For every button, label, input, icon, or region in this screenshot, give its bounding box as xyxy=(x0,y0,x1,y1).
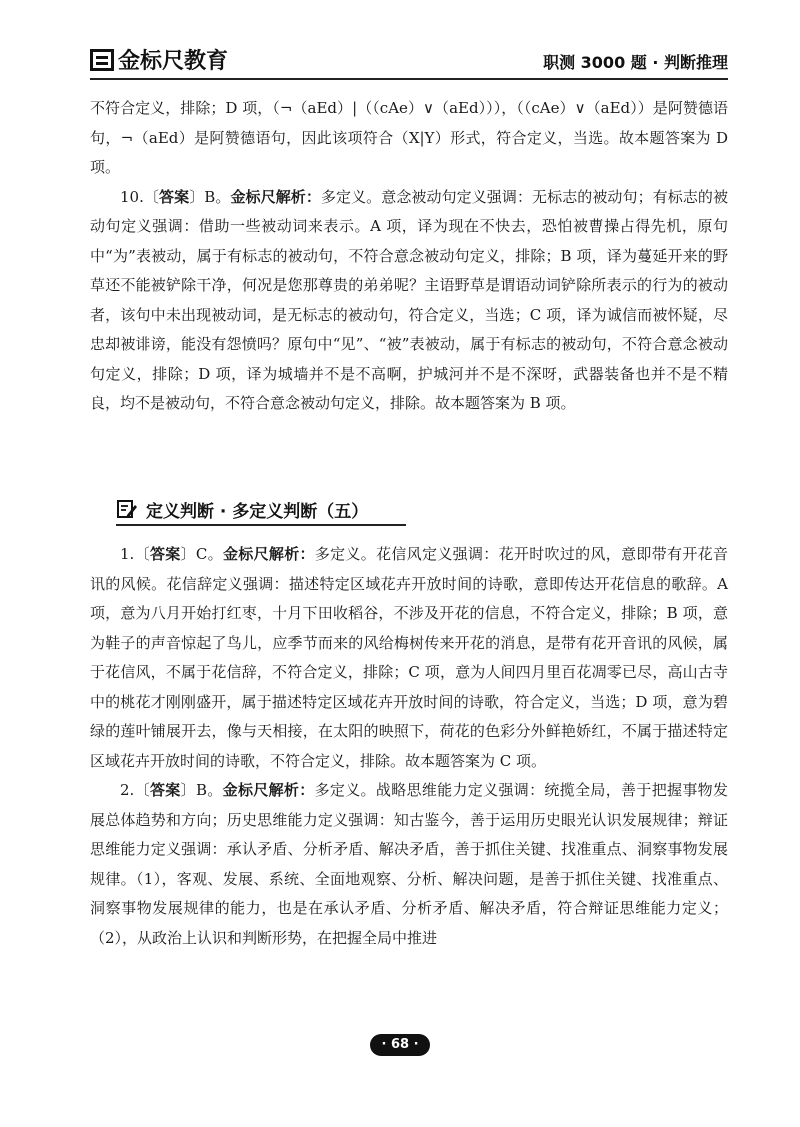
page-number: · 68 · xyxy=(370,1034,430,1056)
analysis-label: 金标尺解析： xyxy=(222,781,315,799)
section-heading xyxy=(116,494,406,526)
answer-1 xyxy=(90,540,728,776)
paragraph-continuation: 不符合定义，排除；D 项，（¬（aEd）|（（cAe）∨（aEd））），（（cAe）∨（aEd））是阿赞德语句，¬（aEd）是阿赞德语句，因此该项符合（X|Y）形式，符合定义，当选。故本题答案为 D 项。 xyxy=(90,99,728,176)
edit-note-icon xyxy=(116,498,138,520)
logo-text: 金标尺教育 xyxy=(118,49,229,74)
answer-2 xyxy=(90,776,728,953)
logo-icon xyxy=(90,49,114,71)
section-1-content xyxy=(90,94,728,419)
section-title: 定义判断 · 多定义判断（五） xyxy=(146,501,369,522)
analysis-text: 多定义。意念被动句定义强调：无标志的被动句；有标志的被动句定义强调：借助一些被动词来表示。A 项，译为现在不快去，恐怕被曹操占得先机，原句中“为”表被动，属于有标志的被动句，不符合意念被动句定义，排除；B 项，译为蔓延开来的野草还不能被铲除干净，何况是您那尊贵的弟弟呢？主语野草是谓语动词铲除所表示的行为的被动者，该句中未出现被动词，是无标志的被动句，符合定义，当选；C 项，译为诚信而被怀疑，尽忠却被诽谤，能没有怨愤吗？原句中“见”、“被”表被动，属于有标志的被动句，不符合意念被动句定义，排除；D 项，译为城墙并不是不高啊，护城河并不是不深呀，武器装备也并不是不精良，均不是被动句，不符合意念被动句定义，排除。故本题答案为 B 项。 xyxy=(90,187,728,412)
answer-10 xyxy=(90,183,728,419)
answer-choice: 〕B。 xyxy=(189,187,231,206)
question-number: 10.〔 xyxy=(120,187,160,206)
brand-logo xyxy=(90,44,228,75)
question-number: 1.〔 xyxy=(120,545,150,563)
analysis-label: 金标尺解析： xyxy=(230,187,321,206)
analysis-label: 金标尺解析： xyxy=(222,545,315,563)
answer-choice: 〕B。 xyxy=(180,781,223,799)
answer-label: 答案 xyxy=(149,781,181,799)
book-title: 职测 3000 题 · 判断推理 xyxy=(543,53,728,72)
answer-label: 答案 xyxy=(149,545,181,563)
section-2-content xyxy=(90,540,728,953)
page-header xyxy=(90,40,728,80)
answer-label: 答案 xyxy=(159,187,190,206)
analysis-text: 多定义。战略思维能力定义强调：统揽全局，善于把握事物发展总体趋势和方向；历史思维能力定义强调：知古鉴今，善于运用历史眼光认识发展规律；辩证思维能力定义强调：承认矛盾、分析矛盾、解决矛盾，善于抓住关键、找准重点、洞察事物发展规律。（1），客观、发展、系统、全面地观察、分析、解决问题，是善于抓住关键、找准重点、洞察事物发展规律的能力，也是在承认矛盾、分析矛盾、解决矛盾，符合辩证思维能力定义；（2），从政治上认识和判断形势，在把握全局中推进 xyxy=(90,781,728,947)
answer-choice: 〕C。 xyxy=(180,545,223,563)
analysis-text: 多定义。花信风定义强调：花开时吹过的风，意即带有开花音讯的风候。花信辞定义强调：描述特定区域花卉开放时间的诗歌，意即传达开花信息的歌辞。A 项，意为八月开始打红枣，十月下田收稻谷，不涉及开花的信息，不符合定义，排除；B 项，意为鞋子的声音惊起了鸟儿，应季节而来的风给梅树传来开花的消息，是带有花开音讯的风候，属于花信风，不属于花信辞，不符合定义，排除；C 项，意为人间四月里百花凋零已尽，高山古寺中的桃花才刚刚盛开，属于描述特定区域花卉开放时间的诗歌，符合定义，当选；D 项，意为碧绿的莲叶铺展开去，像与天相接，在太阳的映照下，荷花的色彩分外鲜艳娇红，不属于描述特定区域花卉开放时间的诗歌，不符合定义，排除。故本题答案为 C 项。 xyxy=(90,545,728,770)
question-number: 2.〔 xyxy=(120,781,150,799)
